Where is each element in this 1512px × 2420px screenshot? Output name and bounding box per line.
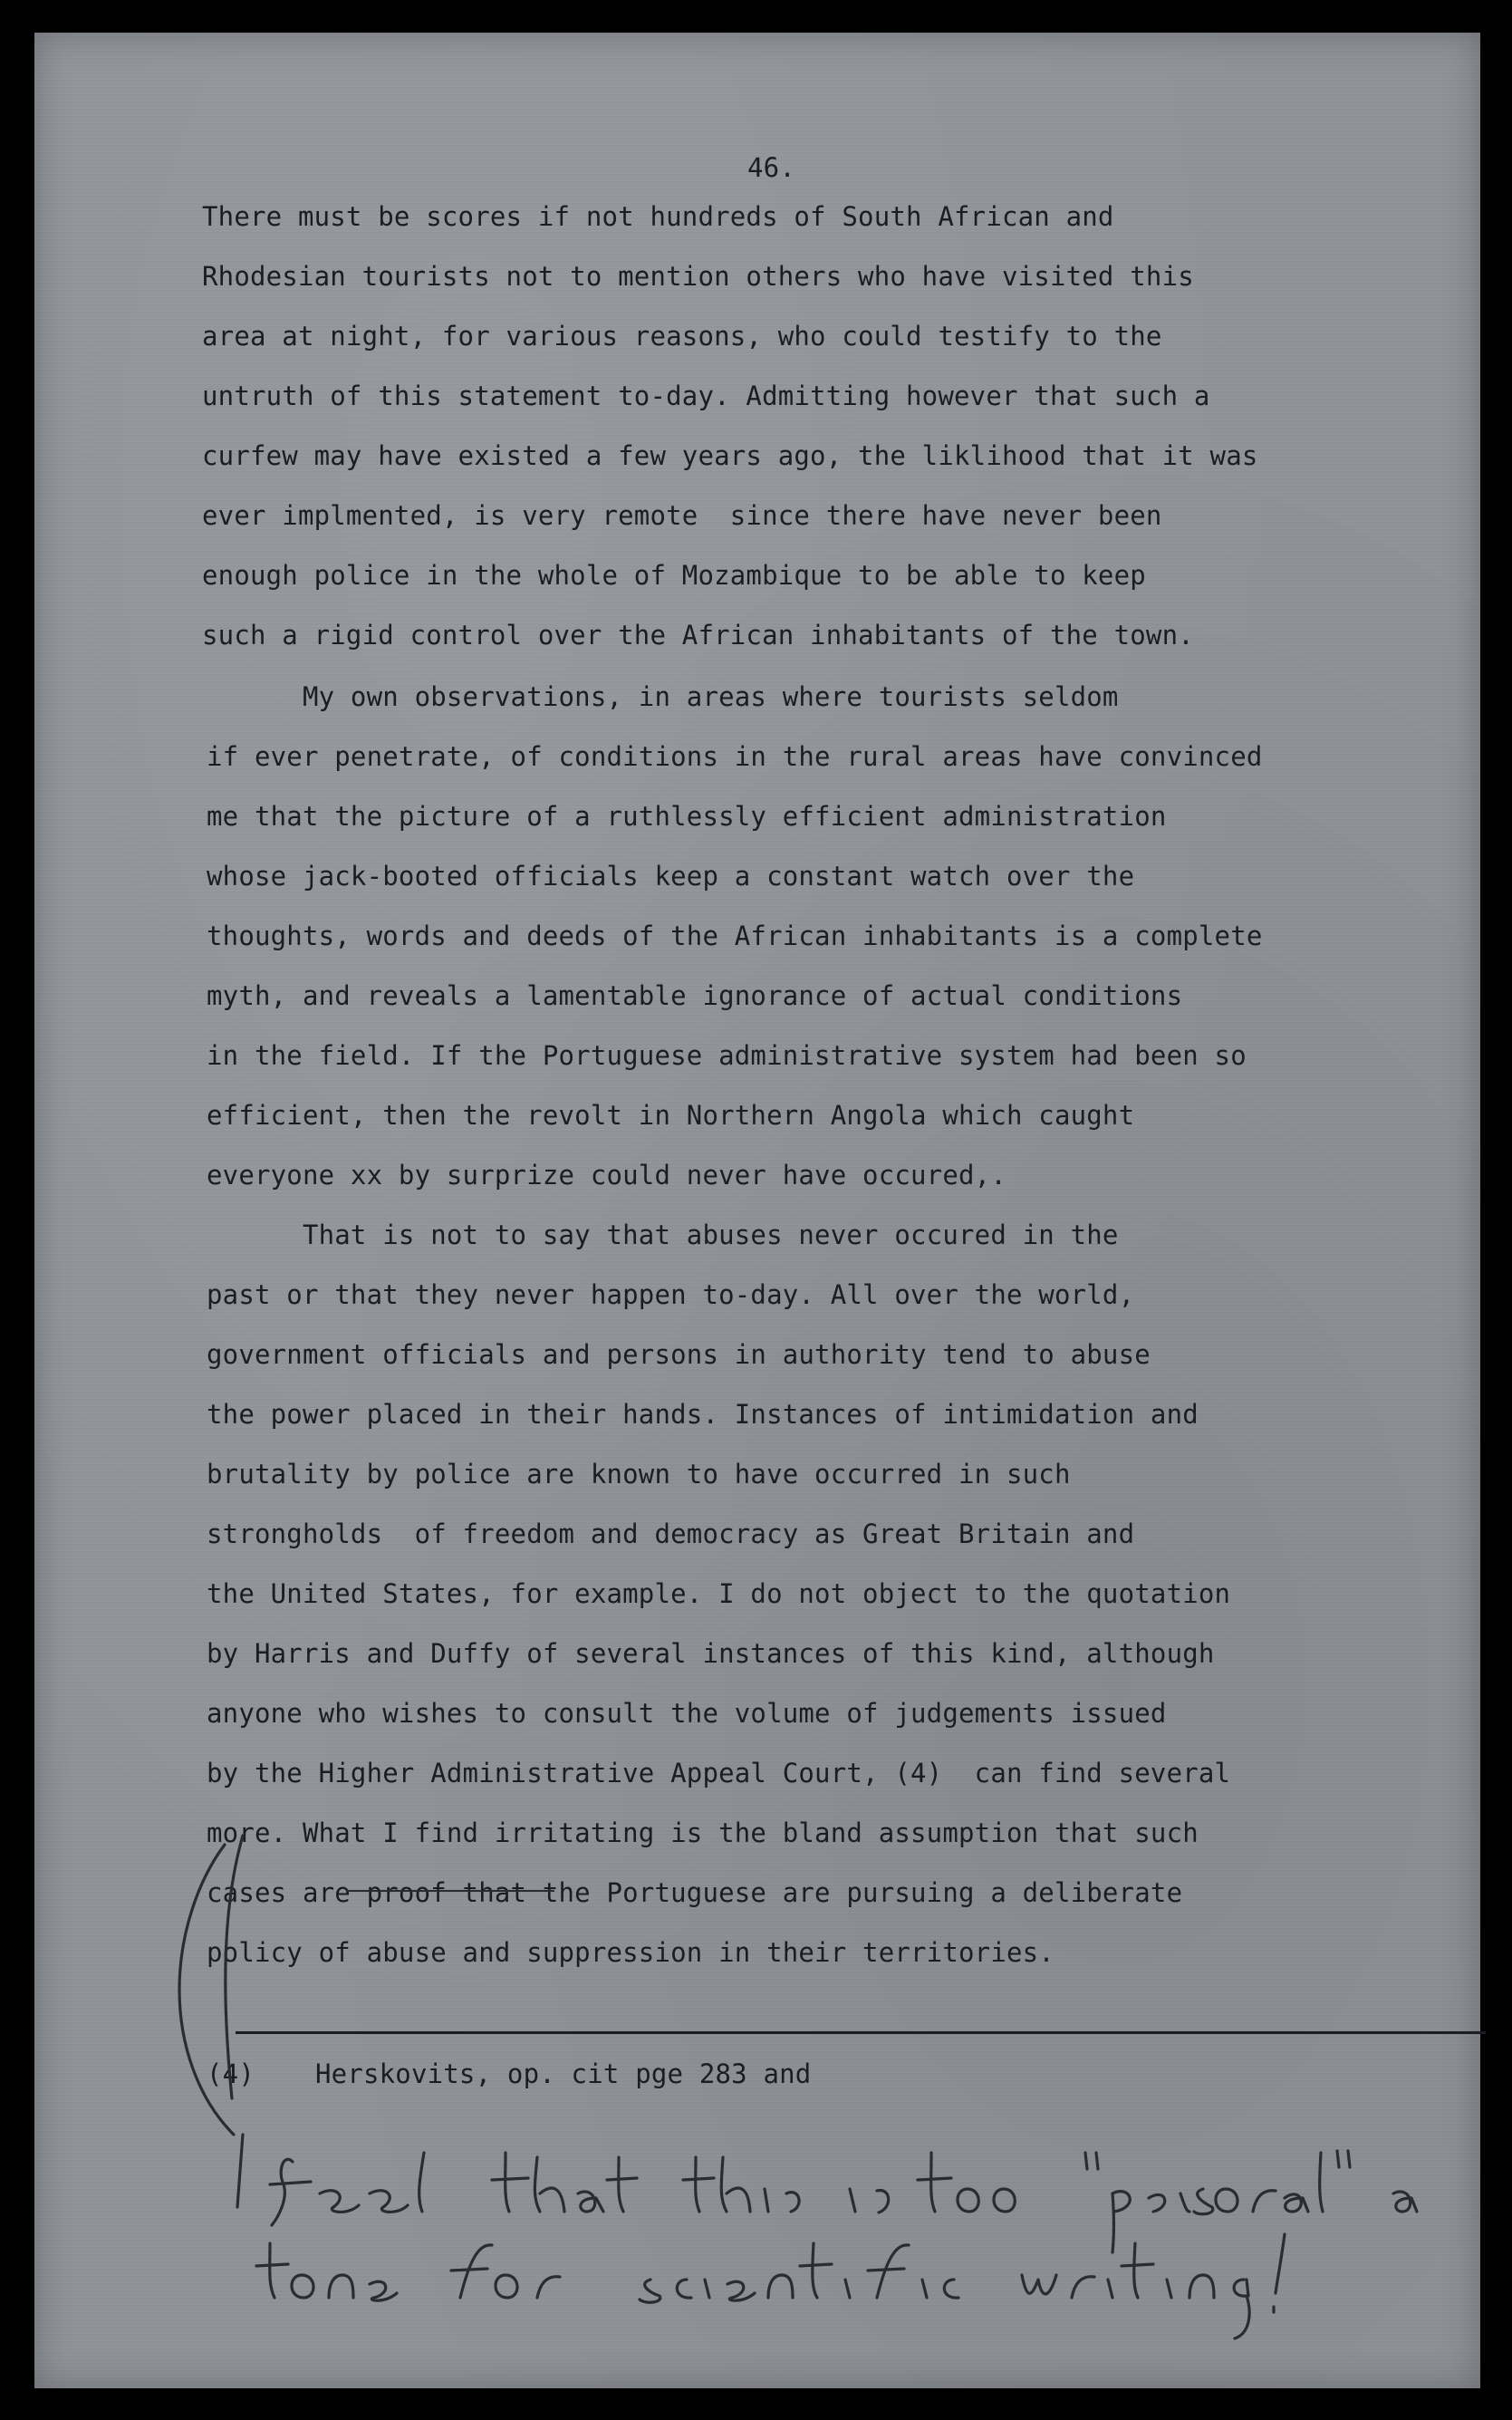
text-line: such a rigid control over the African inhabitants of the town.	[202, 620, 1194, 651]
handwritten-note	[243, 2116, 1421, 2352]
text-line: There must be scores if not hundreds of South African and	[202, 201, 1114, 232]
text-line: That is not to say that abuses never occured in the	[207, 1220, 1119, 1250]
text-line: everyone xx by surprize could never have occured,.	[207, 1160, 1006, 1191]
text-line: past or that they never happen to-day. All over the world,	[207, 1279, 1135, 1310]
text-line: myth, and reveals a lamentable ignorance of actual conditions	[207, 980, 1183, 1011]
text-line: curfew may have existed a few years ago, the liklihood that it was	[202, 440, 1258, 471]
text-line: the United States, for example. I do not object to the quotation	[207, 1578, 1231, 1609]
text-line: efficient, then the revolt in Northern Angola which caught	[207, 1100, 1135, 1131]
document-sheet	[34, 33, 1480, 2388]
text-line: strongholds of freedom and democracy as Great Britain and	[207, 1519, 1135, 1549]
handwritten-line	[243, 2116, 1421, 2234]
text-line: thoughts, words and deeds of the African inhabitants is a complete	[207, 921, 1263, 951]
page-number: 46.	[747, 152, 795, 183]
text-line: the power placed in their hands. Instances of intimidation and	[207, 1399, 1199, 1430]
text-line: Rhodesian tourists not to mention others who have visited this	[202, 261, 1194, 292]
text-line: anyone who wishes to consult the volume of judgements issued	[207, 1698, 1167, 1729]
text-line: brutality by police are known to have occurred in such	[207, 1459, 1071, 1490]
handwritten-line	[243, 2234, 1421, 2352]
text-line: me that the picture of a ruthlessly efficient administration	[207, 801, 1167, 832]
text-line: government officials and persons in authority tend to abuse	[207, 1339, 1151, 1370]
text-line: if ever penetrate, of conditions in the rural areas have convinced	[207, 741, 1263, 772]
text-line: enough police in the whole of Mozambique to be able to keep	[202, 560, 1146, 591]
text-line: more. What I find irritating is the bland assumption that such	[207, 1817, 1199, 1848]
text-line: policy of abuse and suppression in their territories.	[207, 1937, 1055, 1968]
text-line: ever implmented, is very remote since there have never been	[202, 500, 1162, 531]
text-line: untruth of this statement to-day. Admitting however that such a	[202, 381, 1210, 411]
text-line: by the Higher Administrative Appeal Court, (4) can find several	[207, 1758, 1231, 1788]
text-line: in the field. If the Portuguese administrative system had been so	[207, 1040, 1247, 1071]
text-line: whose jack-booted officials keep a constant watch over the	[207, 861, 1135, 892]
footnote-marker: (4)	[207, 2058, 255, 2089]
text-line: cases are proof that the Portuguese are pursuing a deliberate	[207, 1877, 1183, 1908]
text-line: area at night, for various reasons, who could testify to the	[202, 321, 1162, 352]
text-line: My own observations, in areas where tourists seldom	[207, 681, 1119, 712]
footnote-text: Herskovits, op. cit pge 283 and	[315, 2058, 812, 2089]
text-line: by Harris and Duffy of several instances of this kind, although	[207, 1638, 1215, 1669]
